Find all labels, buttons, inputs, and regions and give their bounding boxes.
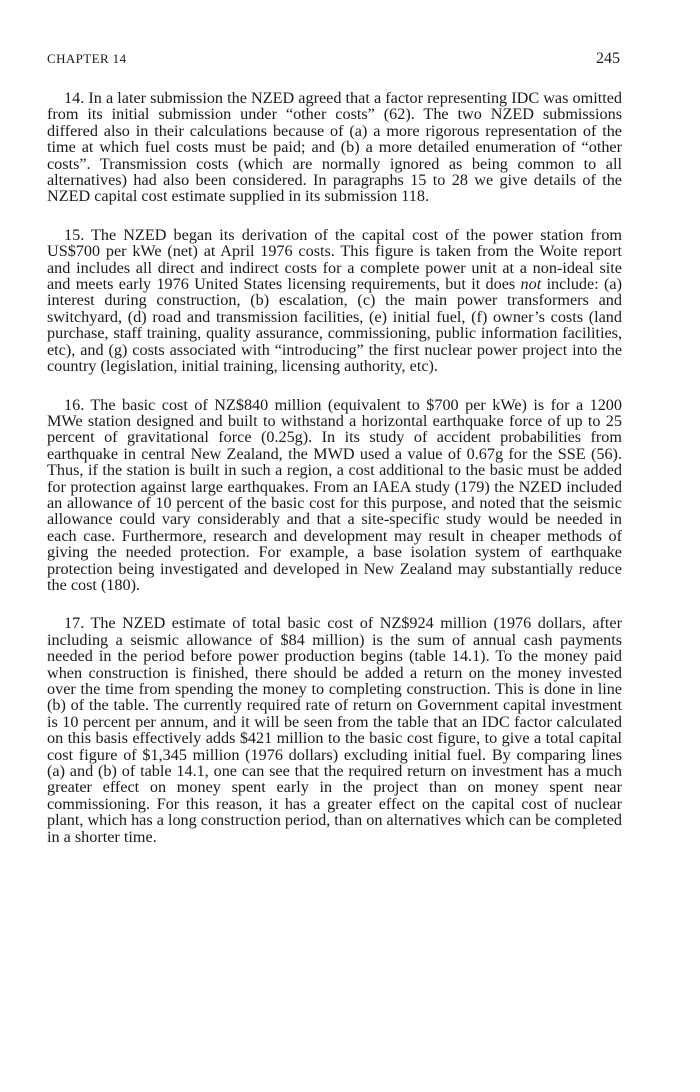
chapter-label: CHAPTER 14 xyxy=(47,51,127,66)
paragraph-15-text-before: 15. The NZED began its derivation of the capital cost of the power station from US$700 per kWe (net) at April 1976 costs. This figure is taken from the Woite report and includes all direct and indirect costs for a complete power unit at a non-ideal site and meets early 1976 United States licensing requirements, but it does xyxy=(47,225,622,294)
paragraph-17: 17. The NZED estimate of total basic cost of NZ$924 million (1976 dollars, after including a seismic allowance of $84 million) is the sum of annual cash payments needed in the period before power production begins (table 14.1). To the money paid when construction is finished, there should be added a return on the money invested over the time from spending the money to completing construction. This is done in line (b) of the table. The currently required rate of return on Government capital investment is 10 percent per annum, and it will be seen from the table that an IDC factor calculated on this basis effectively adds $421 million to the basic cost figure, to give a total capital cost figure of $1,345 million (1976 dollars) excluding initial fuel. By comparing lines (a) and (b) of table 14.1, one can see that the required return on investment has a much greater effect on money spent early in the project than on money spent near commissioning. For this reason, it has a greater effect on the capital cost of nuclear plant, which has a long construction period, than on alternatives which can be completed in a shorter time. xyxy=(47,614,622,846)
paragraph-15 xyxy=(47,227,622,375)
paragraph-15-text-after: include: (a) interest during construction, (b) escalation, (c) the main power transformers and switchyard, (d) road and transmission facilities, (e) initial fuel, (f) owner’s costs (land purchase, staff training, quality assurance, commissioning, public information facilities, etc), and (g) costs associated with “introducing” the first nuclear power project into the country (legislation, initial training, licensing authority, etc). xyxy=(47,275,622,376)
page-number: 245 xyxy=(596,50,620,67)
running-head xyxy=(47,50,622,80)
paragraph-14: 14. In a later submission the NZED agreed that a factor representing IDC was omitted from its initial submission under “other costs” (62). The two NZED submissions differed also in their calculations because of (a) a more rigorous representation of the time at which fuel costs must be paid; and (b) a more detailed enumeration of “other costs”. Transmission costs (which are normally ignored as being common to all alternatives) had also been considered. In paragraphs 15 to 28 we give details of the NZED capital cost estimate supplied in its submission 118. xyxy=(47,89,622,206)
paragraph-16: 16. The basic cost of NZ$840 million (equivalent to $700 per kWe) is for a 1200 MWe station designed and built to withstand a horizontal earthquake force of up to 25 percent of gravitational force (0.25g). In its study of accident probabilities from earthquake in central New Zealand, the MWD used a value of 0.67g for the SSE (56). Thus, if the station is built in such a region, a cost additional to the basic must be added for protection against large earthquakes. From an IAEA study (179) the NZED included an allowance of 10 percent of the basic cost for this purpose, and noted that the seismic allowance could vary considerably and that a site-specific study would be needed in each case. Furthermore, research and development may result in cheaper methods of giving the needed protection. For example, a base isolation system of earthquake protection being investigated and developed in New Zealand may substantially reduce the cost (180). xyxy=(47,395,622,594)
paragraph-15-emphasis: not xyxy=(520,275,542,294)
